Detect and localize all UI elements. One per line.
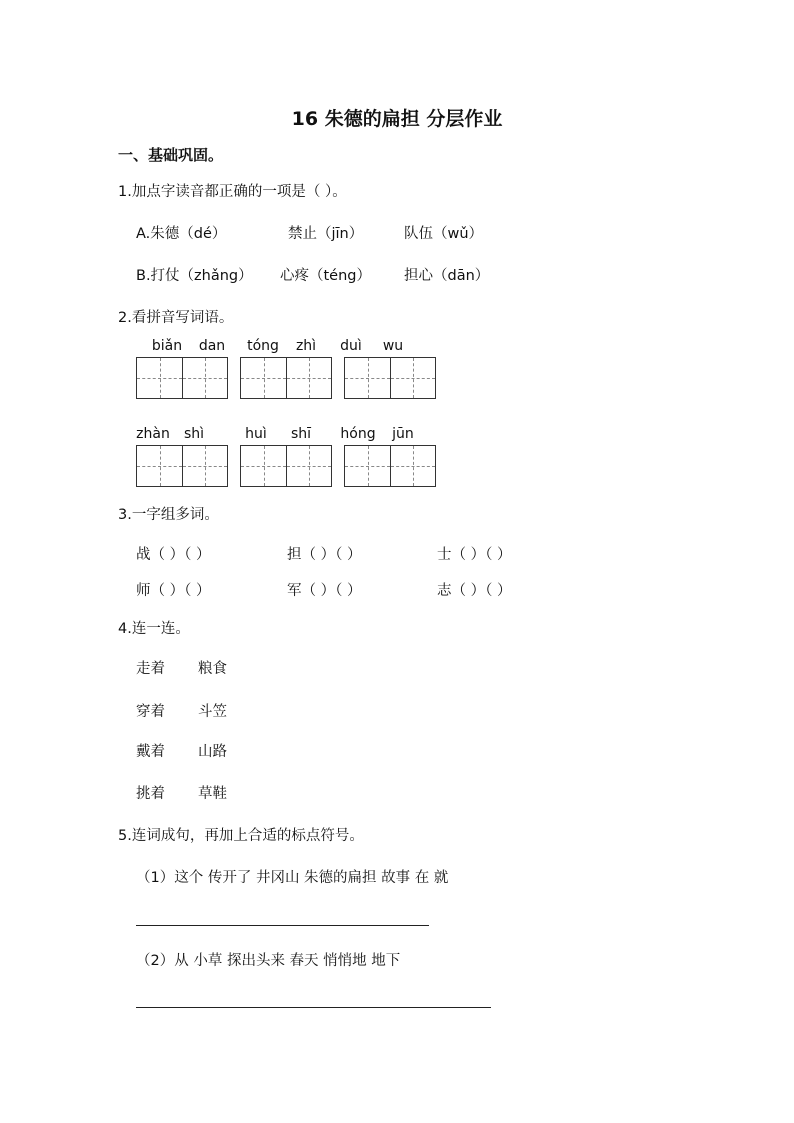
writing-grid[interactable] bbox=[344, 445, 436, 487]
word-group: 担（ ）（ ） bbox=[287, 547, 362, 563]
pinyin: dan bbox=[198, 338, 226, 354]
pinyin-row-1 bbox=[136, 338, 446, 358]
question-1: 1.加点字读音都正确的一项是（ ）。 bbox=[118, 184, 347, 200]
pinyin: shī bbox=[290, 426, 312, 442]
pinyin: huì bbox=[245, 426, 267, 442]
question-5: 5.连词成句，再加上合适的标点符号。 bbox=[118, 828, 364, 844]
answer-line-2[interactable] bbox=[136, 1007, 491, 1008]
match-left[interactable]: 穿着 bbox=[136, 704, 165, 720]
match-right[interactable]: 草鞋 bbox=[198, 786, 227, 802]
writing-grid[interactable] bbox=[136, 445, 228, 487]
match-right[interactable]: 粮食 bbox=[198, 661, 227, 677]
pinyin: tóng bbox=[247, 338, 279, 354]
pinyin: zhì bbox=[295, 338, 317, 354]
match-right[interactable]: 山路 bbox=[198, 744, 227, 760]
word-group: 师（ ）（ ） bbox=[136, 583, 211, 599]
writing-grid[interactable] bbox=[344, 357, 436, 399]
word-group: 士（ ）（ ） bbox=[437, 547, 512, 563]
page-title: 16 朱德的扁担 分层作业 bbox=[291, 108, 503, 130]
pinyin: wu bbox=[382, 338, 404, 354]
option-a-2: 禁止（jīn） bbox=[288, 226, 364, 242]
question-2: 2.看拼音写词语。 bbox=[118, 310, 234, 326]
answer-line-1[interactable] bbox=[136, 925, 429, 926]
match-left[interactable]: 走着 bbox=[136, 661, 165, 677]
sentence-1-words: （1）这个 传开了 井冈山 朱德的扁担 故事 在 就 bbox=[136, 870, 449, 886]
word-group: 志（ ）（ ） bbox=[437, 583, 512, 599]
match-left[interactable]: 挑着 bbox=[136, 786, 165, 802]
option-b-3: 担心（dān） bbox=[404, 268, 490, 284]
match-left[interactable]: 戴着 bbox=[136, 744, 165, 760]
question-4: 4.连一连。 bbox=[118, 621, 190, 637]
sentence-2-words: （2）从 小草 探出头来 春天 悄悄地 地下 bbox=[136, 953, 401, 969]
option-b-1: B.打仗（zhǎng） bbox=[136, 268, 253, 284]
writing-grid[interactable] bbox=[136, 357, 228, 399]
word-group: 军（ ）（ ） bbox=[287, 583, 362, 599]
pinyin: biǎn bbox=[151, 338, 183, 354]
section-heading: 一、基础巩固。 bbox=[118, 146, 224, 164]
pinyin: duì bbox=[340, 338, 362, 354]
question-3: 3.一字组多词。 bbox=[118, 507, 219, 523]
writing-grid[interactable] bbox=[240, 445, 332, 487]
match-right[interactable]: 斗笠 bbox=[198, 704, 227, 720]
pinyin: zhàn bbox=[136, 426, 170, 442]
option-a-1: A.朱德（dé） bbox=[136, 226, 227, 242]
option-a-3: 队伍（wǔ） bbox=[404, 226, 484, 242]
pinyin: shì bbox=[183, 426, 205, 442]
option-b-2: 心疼（téng） bbox=[280, 268, 371, 284]
pinyin-row-2 bbox=[136, 426, 446, 446]
writing-grid[interactable] bbox=[240, 357, 332, 399]
pinyin: jūn bbox=[392, 426, 414, 442]
word-group: 战（ ）（ ） bbox=[136, 547, 211, 563]
pinyin: hóng bbox=[340, 426, 376, 442]
